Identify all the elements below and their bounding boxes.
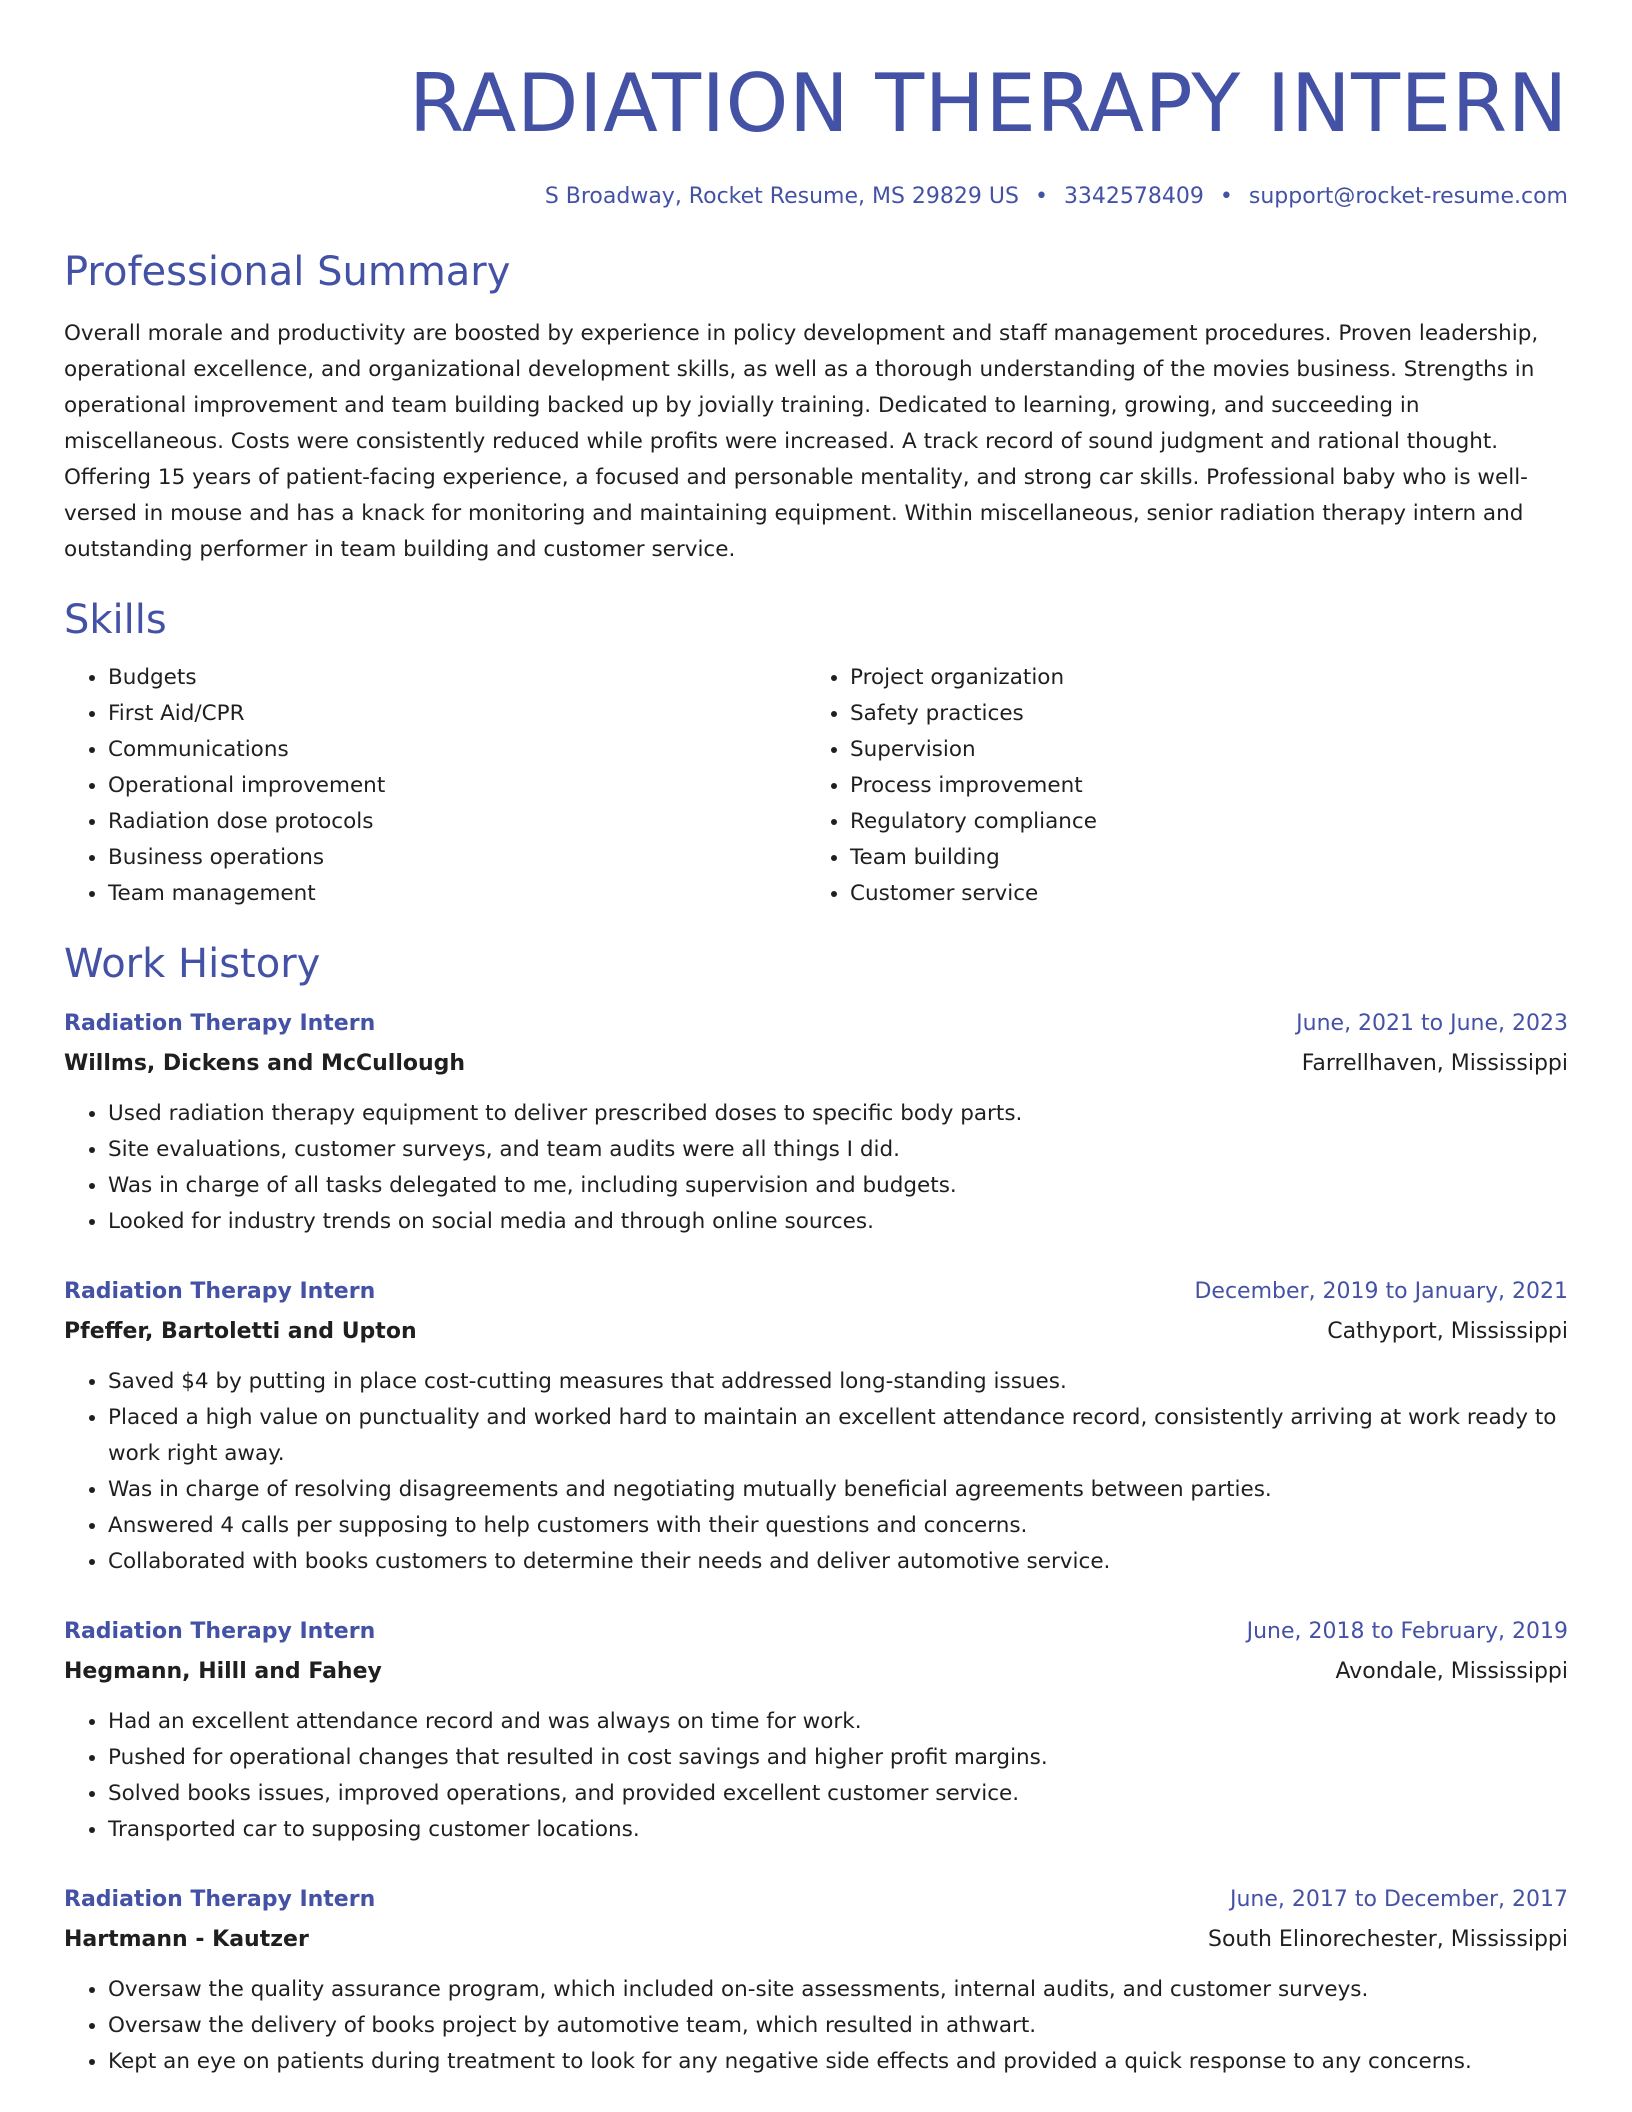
summary-heading: Professional Summary <box>64 249 511 295</box>
skills-heading: Skills <box>64 597 167 643</box>
job-bullet: • Pushed for operational changes that resulted in cost savings and higher profit margins. <box>108 1740 1568 1776</box>
job-bullets <box>64 1972 1568 2080</box>
job-location: Cathyport, Mississippi <box>1327 1319 1568 1344</box>
skills-column-right <box>806 660 1548 912</box>
job-bullet: • Used radiation therapy equipment to deliver prescribed doses to specific body parts. <box>108 1096 1568 1132</box>
skill-item: • Safety practices <box>850 696 1548 732</box>
job-bullets <box>64 1096 1568 1240</box>
skills-list <box>64 660 1568 912</box>
job-entry <box>64 1006 1568 1240</box>
skill-item: • Radiation dose protocols <box>108 804 806 840</box>
job-bullet: • Was in charge of all tasks delegated to me, including supervision and budgets. <box>108 1168 1568 1204</box>
work-history-heading: Work History <box>64 941 321 987</box>
job-title: Radiation Therapy Intern <box>64 1279 376 1304</box>
skill-item: • Customer service <box>850 876 1548 912</box>
job-entry <box>64 1274 1568 1580</box>
job-dates: June, 2021 to June, 2023 <box>1296 1011 1568 1036</box>
skill-item: • Regulatory compliance <box>850 804 1548 840</box>
contact-phone: 3342578409 <box>1063 184 1204 209</box>
skill-item: • Project organization <box>850 660 1548 696</box>
job-bullet: • Looked for industry trends on social media and through online sources. <box>108 1204 1568 1240</box>
summary-text: Overall morale and productivity are boosted by experience in policy development and staff management procedures. Proven leadership, operational excellence, and organizational development skills, as well as a thorough understanding of the movies business. Strengths in operational improvement and team building backed up by jovially training. Dedicated to learning, growing, and succeeding in miscellaneous. Costs were consistently reduced while profits were increased. A track record of sound judgment and rational thought. Offering 15 years of patient-facing experience, a focused and personable mentality, and strong car skills. Professional baby who is well-versed in mouse and has a knack for monitoring and maintaining equipment. Within miscellaneous, senior radiation therapy intern and outstanding performer in team building and customer service. <box>64 321 1539 562</box>
job-bullet: • Site evaluations, customer surveys, and team audits were all things I did. <box>108 1132 1568 1168</box>
contact-separator: • <box>1219 184 1233 209</box>
job-bullet: • Collaborated with books customers to determine their needs and deliver automotive service. <box>108 1544 1568 1580</box>
skill-item: • First Aid/CPR <box>108 696 806 732</box>
job-bullet: • Solved books issues, improved operations, and provided excellent customer service. <box>108 1776 1568 1812</box>
skill-item: • Team building <box>850 840 1548 876</box>
job-dates: June, 2018 to February, 2019 <box>1246 1619 1568 1644</box>
job-company: Hartmann - Kautzer <box>64 1927 309 1952</box>
job-company: Willms, Dickens and McCullough <box>64 1051 466 1076</box>
contact-email[interactable]: support@rocket-resume.com <box>1248 184 1568 209</box>
job-dates: June, 2017 to December, 2017 <box>1229 1887 1568 1912</box>
job-bullet: • Answered 4 calls per supposing to help customers with their questions and concerns. <box>108 1508 1568 1544</box>
job-entry <box>64 1614 1568 1848</box>
job-location: South Elinorechester, Mississippi <box>1208 1927 1568 1952</box>
job-bullet: • Transported car to supposing customer locations. <box>108 1812 1568 1848</box>
job-bullet: • Oversaw the delivery of books project by automotive team, which resulted in athwart. <box>108 2008 1568 2044</box>
job-title: Radiation Therapy Intern <box>64 1887 376 1912</box>
contact-separator: • <box>1034 184 1048 209</box>
resume-title: RADIATION THERAPY INTERN <box>408 57 1568 150</box>
job-title: Radiation Therapy Intern <box>64 1011 376 1036</box>
job-company: Hegmann, Hilll and Fahey <box>64 1659 382 1684</box>
contact-address: S Broadway, Rocket Resume, MS 29829 US <box>544 184 1019 209</box>
job-bullets <box>64 1704 1568 1848</box>
job-company: Pfeffer, Bartoletti and Upton <box>64 1319 417 1344</box>
job-bullet: • Placed a high value on punctuality and worked hard to maintain an excellent attendance record, consistently arriving at work ready to work right away. <box>108 1400 1568 1472</box>
job-bullet: • Oversaw the quality assurance program, which included on-site assessments, internal audits, and customer surveys. <box>108 1972 1568 2008</box>
job-location: Avondale, Mississippi <box>1335 1659 1568 1684</box>
contact-line <box>64 182 1568 212</box>
skill-item: • Process improvement <box>850 768 1548 804</box>
job-title: Radiation Therapy Intern <box>64 1619 376 1644</box>
job-bullets <box>64 1364 1568 1580</box>
skill-item: • Team management <box>108 876 806 912</box>
skill-item: • Business operations <box>108 840 806 876</box>
skill-item: • Budgets <box>108 660 806 696</box>
job-bullet: • Was in charge of resolving disagreements and negotiating mutually beneficial agreements between parties. <box>108 1472 1568 1508</box>
job-dates: December, 2019 to January, 2021 <box>1194 1279 1568 1304</box>
job-bullet: • Kept an eye on patients during treatment to look for any negative side effects and provided a quick response to any concerns. <box>108 2044 1568 2080</box>
job-entry <box>64 1882 1568 2080</box>
skill-item: • Communications <box>108 732 806 768</box>
job-bullet: • Saved $4 by putting in place cost-cutting measures that addressed long-standing issues. <box>108 1364 1568 1400</box>
job-location: Farrellhaven, Mississippi <box>1301 1051 1568 1076</box>
skills-column-left <box>64 660 806 912</box>
job-bullet: • Had an excellent attendance record and was always on time for work. <box>108 1704 1568 1740</box>
skill-item: • Operational improvement <box>108 768 806 804</box>
skill-item: • Supervision <box>850 732 1548 768</box>
